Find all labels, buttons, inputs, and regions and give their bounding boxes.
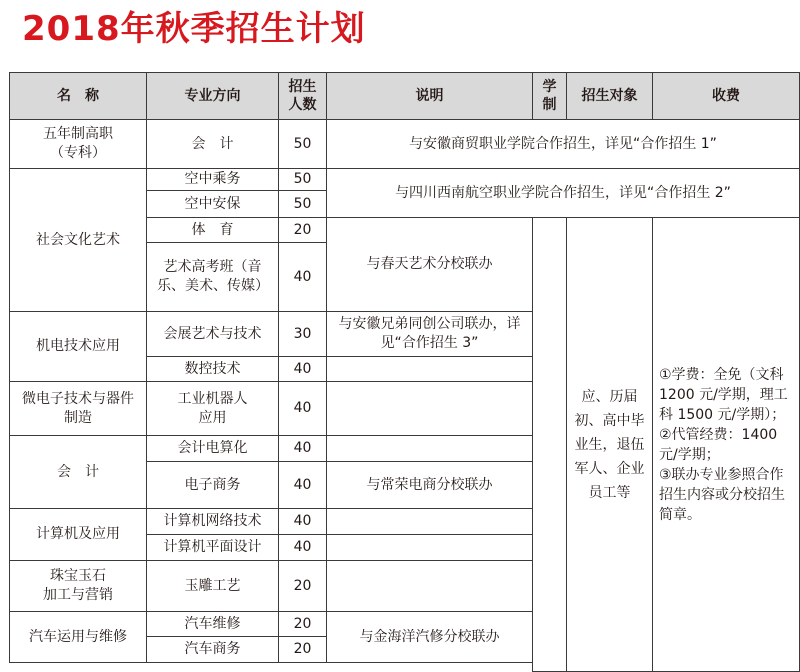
major-cell: 会计电算化 <box>146 435 279 462</box>
quota-cell: 20 <box>278 217 327 243</box>
note-cell: 与春天艺术分校联办 <box>326 217 533 312</box>
header-major: 专业方向 <box>146 72 279 120</box>
major-cell: 工业机器人 应用 <box>146 381 279 436</box>
major-cell: 计算机网络技术 <box>146 508 279 535</box>
note-cell: 与常荣电商分校联办 <box>326 461 533 509</box>
quota-cell: 40 <box>278 461 327 509</box>
note-cell: 与安徽商贸职业学院合作招生，详见“合作招生 1” <box>326 119 800 169</box>
quota-cell: 20 <box>278 611 327 637</box>
major-cell: 玉雕工艺 <box>146 560 279 612</box>
header-note: 说明 <box>326 72 533 120</box>
program-name: 珠宝玉石 加工与营销 <box>9 560 147 612</box>
note-cell <box>326 381 533 436</box>
program-name: 汽车运用与维修 <box>9 611 147 663</box>
header-target: 招生对象 <box>566 72 653 120</box>
quota-cell: 40 <box>278 356 327 382</box>
note-cell: 与四川西南航空职业学院合作招生，详见“合作招生 2” <box>326 168 800 218</box>
major-cell: 电子商务 <box>146 461 279 509</box>
quota-cell: 50 <box>278 119 327 169</box>
program-name: 微电子技术与器件制造 <box>9 381 147 436</box>
major-cell: 空中安保 <box>146 190 279 218</box>
major-cell: 汽车维修 <box>146 611 279 637</box>
major-cell: 体 育 <box>146 217 279 243</box>
major-cell: 会展艺术与技术 <box>146 311 279 357</box>
program-name: 五年制高职 （专科） <box>9 119 147 169</box>
quota-cell: 40 <box>278 534 327 561</box>
note-cell <box>326 560 533 612</box>
quota-cell: 40 <box>278 435 327 462</box>
note-cell <box>326 534 533 561</box>
major-cell: 汽车商务 <box>146 636 279 663</box>
header-quota: 招生 人数 <box>278 72 327 120</box>
quota-cell: 20 <box>278 636 327 663</box>
major-cell: 计算机平面设计 <box>146 534 279 561</box>
program-name: 会 计 <box>9 435 147 509</box>
quota-cell: 50 <box>278 190 327 218</box>
target-cell: 应、历届初、高中毕业生，退伍军人、企业员工等 <box>566 217 653 672</box>
note-cell: 与安徽兄弟同创公司联办，详见“合作招生 3” <box>326 311 533 357</box>
quota-cell: 40 <box>278 508 327 535</box>
header-name: 名 称 <box>9 72 147 120</box>
program-name: 机电技术应用 <box>9 311 147 382</box>
quota-cell: 20 <box>278 560 327 612</box>
quota-cell: 40 <box>278 242 327 312</box>
quota-cell: 40 <box>278 381 327 436</box>
major-cell: 空中乘务 <box>146 168 279 191</box>
header-fee: 收费 <box>652 72 800 120</box>
page-title: 2018年秋季招生计划 <box>22 9 366 49</box>
note-cell <box>326 356 533 382</box>
note-cell <box>326 435 533 462</box>
duration-cell <box>532 217 567 672</box>
note-cell: 与金海洋汽修分校联办 <box>326 611 533 663</box>
fee-cell: ①学费：全免（文科 1200 元/学期，理工科 1500 元/学期）； ②代管经费：1400 元/学期； ③联办专业参照合作招生内容或分校招生简章。 <box>652 217 800 672</box>
note-cell <box>326 508 533 535</box>
program-name: 计算机及应用 <box>9 508 147 561</box>
quota-cell: 50 <box>278 168 327 191</box>
major-cell: 数控技术 <box>146 356 279 382</box>
program-name: 社会文化艺术 <box>9 168 147 312</box>
major-cell: 艺术高考班（音乐、美术、传媒） <box>146 242 279 312</box>
header-duration: 学 制 <box>532 72 567 120</box>
major-cell: 会 计 <box>146 119 279 169</box>
quota-cell: 30 <box>278 311 327 357</box>
